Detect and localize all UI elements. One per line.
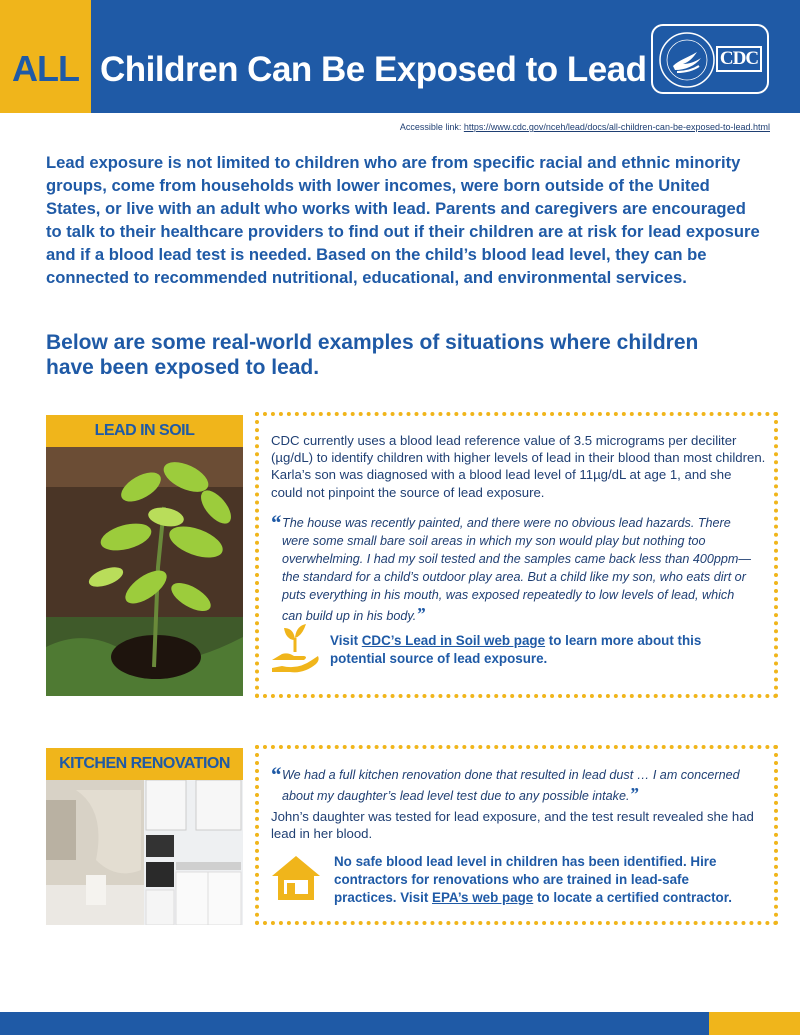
epa-web-page-link[interactable]: EPA’s web page xyxy=(432,890,534,905)
close-quote-mark: ” xyxy=(416,604,426,624)
soil-body-text: CDC currently uses a blood lead reference value of 3.5 micrograms per deciliter (µg/dL) to identify children with higher levels of lead in their blood than most children. Karla’s son was diagnosed with a blood lead level of 11µg/dL at age 1, and she could not pinpoint the source of lead exposure. xyxy=(271,433,766,500)
footer-gold-accent xyxy=(709,1012,800,1035)
kitchen-renovation-photo xyxy=(46,780,243,925)
soil-quote xyxy=(270,510,752,625)
accessible-link-line xyxy=(400,122,770,132)
accessible-url-link[interactable]: https://www.cdc.gov/nceh/lead/docs/all-children-can-be-exposed-to-lead.html xyxy=(463,122,770,132)
all-badge-text: ALL xyxy=(12,48,79,89)
soil-callout-post: to learn more about this potential source of lead exposure. xyxy=(330,633,702,666)
kitchen-callout-pre: No safe blood lead level in children has been identified. Hire contractors for renovations who are trained in lead-safe practices. Visit xyxy=(334,854,717,905)
close-quote-mark: ” xyxy=(629,784,639,804)
kitchen-callout-post: to locate a certified contractor. xyxy=(533,890,732,905)
kitchen-quote xyxy=(270,762,752,805)
soil-callout-pre: Visit xyxy=(330,633,362,648)
cdc-logo xyxy=(651,24,769,94)
soil-quote-text: The house was recently painted, and there were no obvious lead hazards. There were some small bare soil areas in which my son would play but nothing too overwhelming. I had my soil tested and the samples came back less than 400ppm—the standard for a child’s outdoor play area. But a child like my son, who eats dirt or puts everything in his mouth, was exposed repeatedly to low levels of lead, which can build up in his body. xyxy=(282,516,752,623)
intro-paragraph: Lead exposure is not limited to children who are from specific racial and ethnic minority groups, come from households with lower incomes, were born outside of the United States, or live with an adult who works with lead. Parents and caregivers are encouraged to talk to their healthcare providers to find out if their children are at risk for lead exposure and if a blood lead test is needed. Based on the child’s blood lead level, they can be connected to recommended nutritional, educational, and environmental services. xyxy=(46,153,760,287)
open-quote-mark: “ xyxy=(270,510,281,535)
accessible-label: Accessible link: xyxy=(399,122,464,132)
hhs-eagle-icon xyxy=(657,30,717,90)
kitchen-callout xyxy=(334,853,754,907)
soil-plant-photo xyxy=(46,447,243,696)
kitchen-quote-text: We had a full kitchen renovation done that resulted in lead dust … I am concerned about my daughter’s lead level test due to any possible intake. xyxy=(282,768,740,803)
page-title: Children Can Be Exposed to Lead xyxy=(100,50,647,89)
kitchen-body-text: John’s daughter was tested for lead exposure, and the test result revealed she had lead in her blood. xyxy=(271,809,754,842)
examples-heading: Below are some real-world examples of situations where children have been exposed to lead. xyxy=(46,331,699,379)
open-quote-mark: “ xyxy=(270,762,281,787)
all-badge xyxy=(0,0,91,113)
kitchen-renovation-tag: KITCHEN RENOVATION xyxy=(46,748,243,780)
hand-plant-icon xyxy=(268,620,322,674)
house-icon xyxy=(270,852,322,904)
cdc-lead-in-soil-link[interactable]: CDC’s Lead in Soil web page xyxy=(361,633,546,648)
footer-bar xyxy=(0,1012,800,1035)
header-banner xyxy=(0,0,800,113)
cdc-logo-text: CDC xyxy=(716,46,762,72)
soil-callout xyxy=(330,632,760,668)
lead-in-soil-tag: LEAD IN SOIL xyxy=(46,415,243,447)
